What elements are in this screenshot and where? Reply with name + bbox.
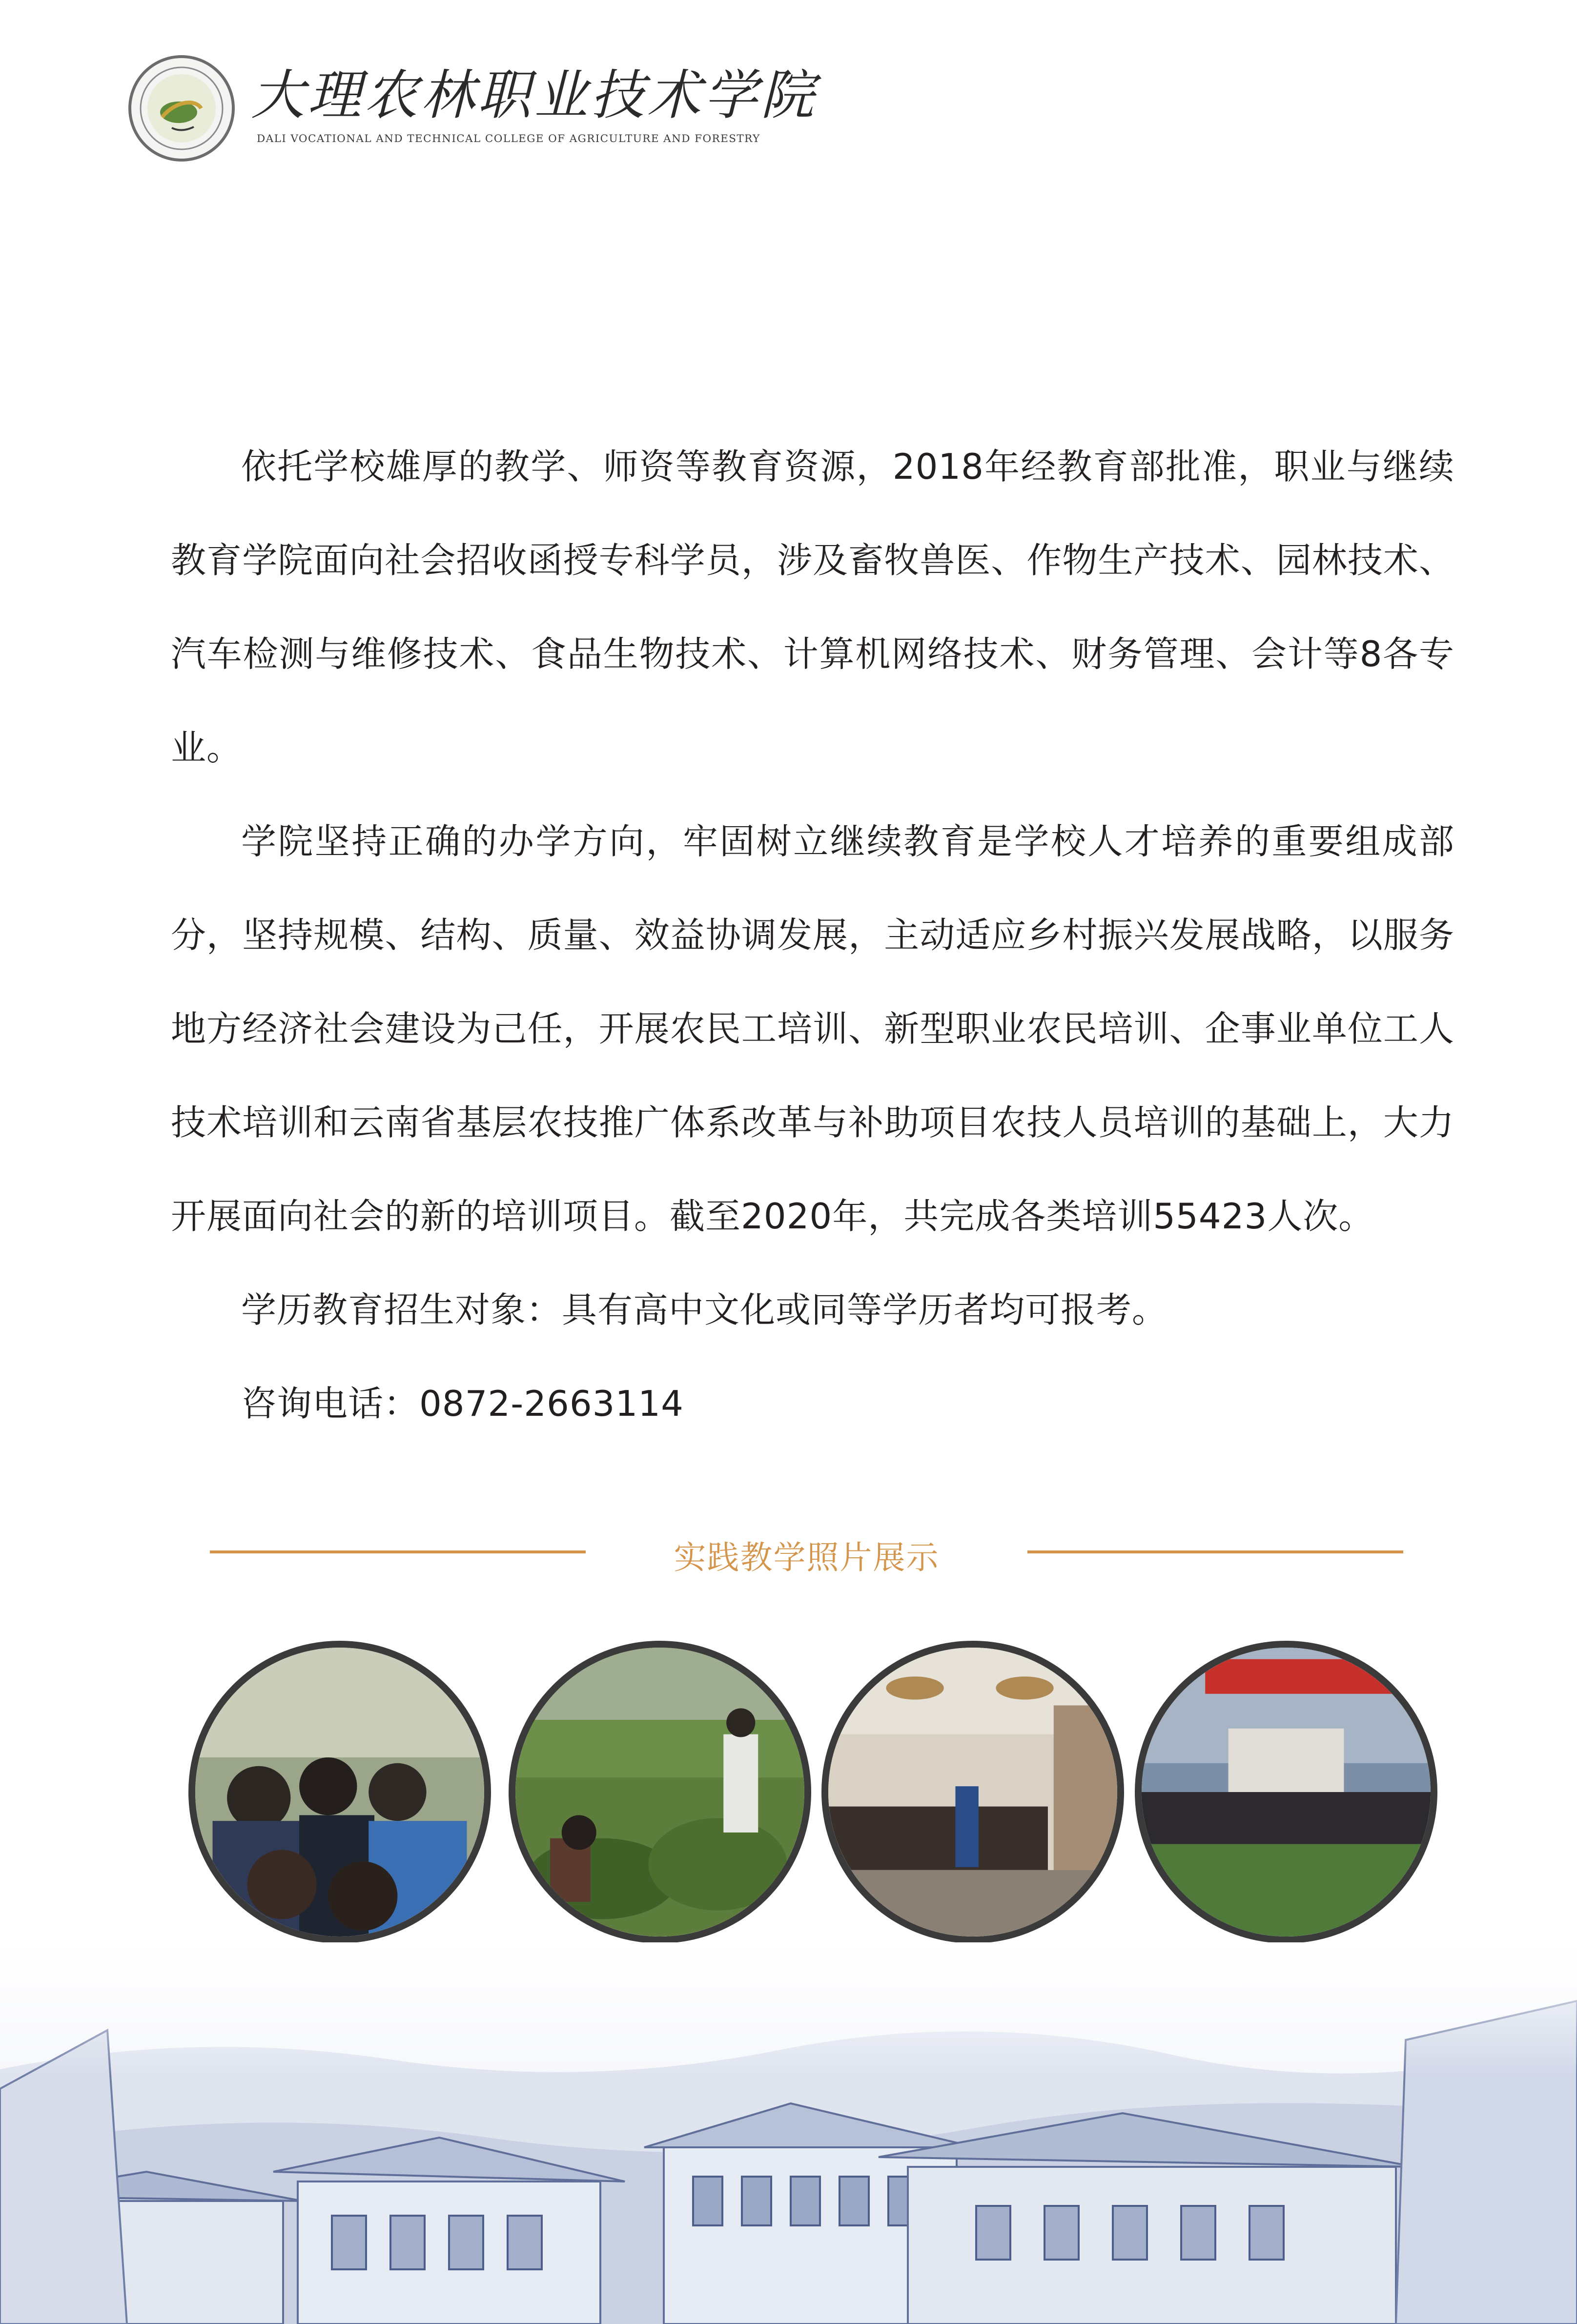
header [128, 55, 817, 167]
photo-museum-visit [821, 1641, 1124, 1943]
divider-right [1027, 1550, 1403, 1553]
school-name-english: DALI VOCATIONAL AND TECHNICAL COLLEGE OF AGRICULTURE AND FORESTRY [257, 133, 760, 145]
paragraph-contact: 咨询电话：0872-2663114 [241, 1383, 684, 1424]
paragraph-enrollment: 学历教育招生对象：具有高中文化或同等学历者均可报考。 [241, 1289, 1168, 1330]
photo-students-group [188, 1641, 491, 1943]
campus-ink-illustration [0, 1942, 1577, 2324]
college-seal-logo [128, 55, 235, 162]
photo-field-practice [509, 1641, 811, 1943]
paragraph-intro: 依托学校雄厚的教学、师资等教育资源，2018年经教育部批准，职业与继续教育学院面向社会招收函授专科学员，涉及畜牧兽医、作物生产技术、园林技术、汽车检测与维修技术、食品生物技术、计算机网络技术、财务管理、会计等8各专业。 [171, 446, 1454, 768]
school-name: 大理农林职业技术学院 [251, 64, 817, 126]
gallery-header [210, 1528, 1403, 1576]
body-text [171, 420, 1454, 1450]
photo-campus-assembly [1135, 1641, 1437, 1943]
gallery-title: 实践教学照片展示 [674, 1539, 940, 1576]
paragraph-mission: 学院坚持正确的办学方向，牢固树立继续教育是学校人才培养的重要组成部分，坚持规模、结构、质量、效益协调发展，主动适应乡村振兴发展战略，以服务地方经济社会建设为己任，开展农民工培训、新型职业农民培训、企事业单位工人技术培训和云南省基层农技推广体系改革与补助项目农技人员培训的基础上，大力开展面向社会的新的培训项目。截至2020年，共完成各类培训55423人次。 [171, 821, 1454, 1237]
